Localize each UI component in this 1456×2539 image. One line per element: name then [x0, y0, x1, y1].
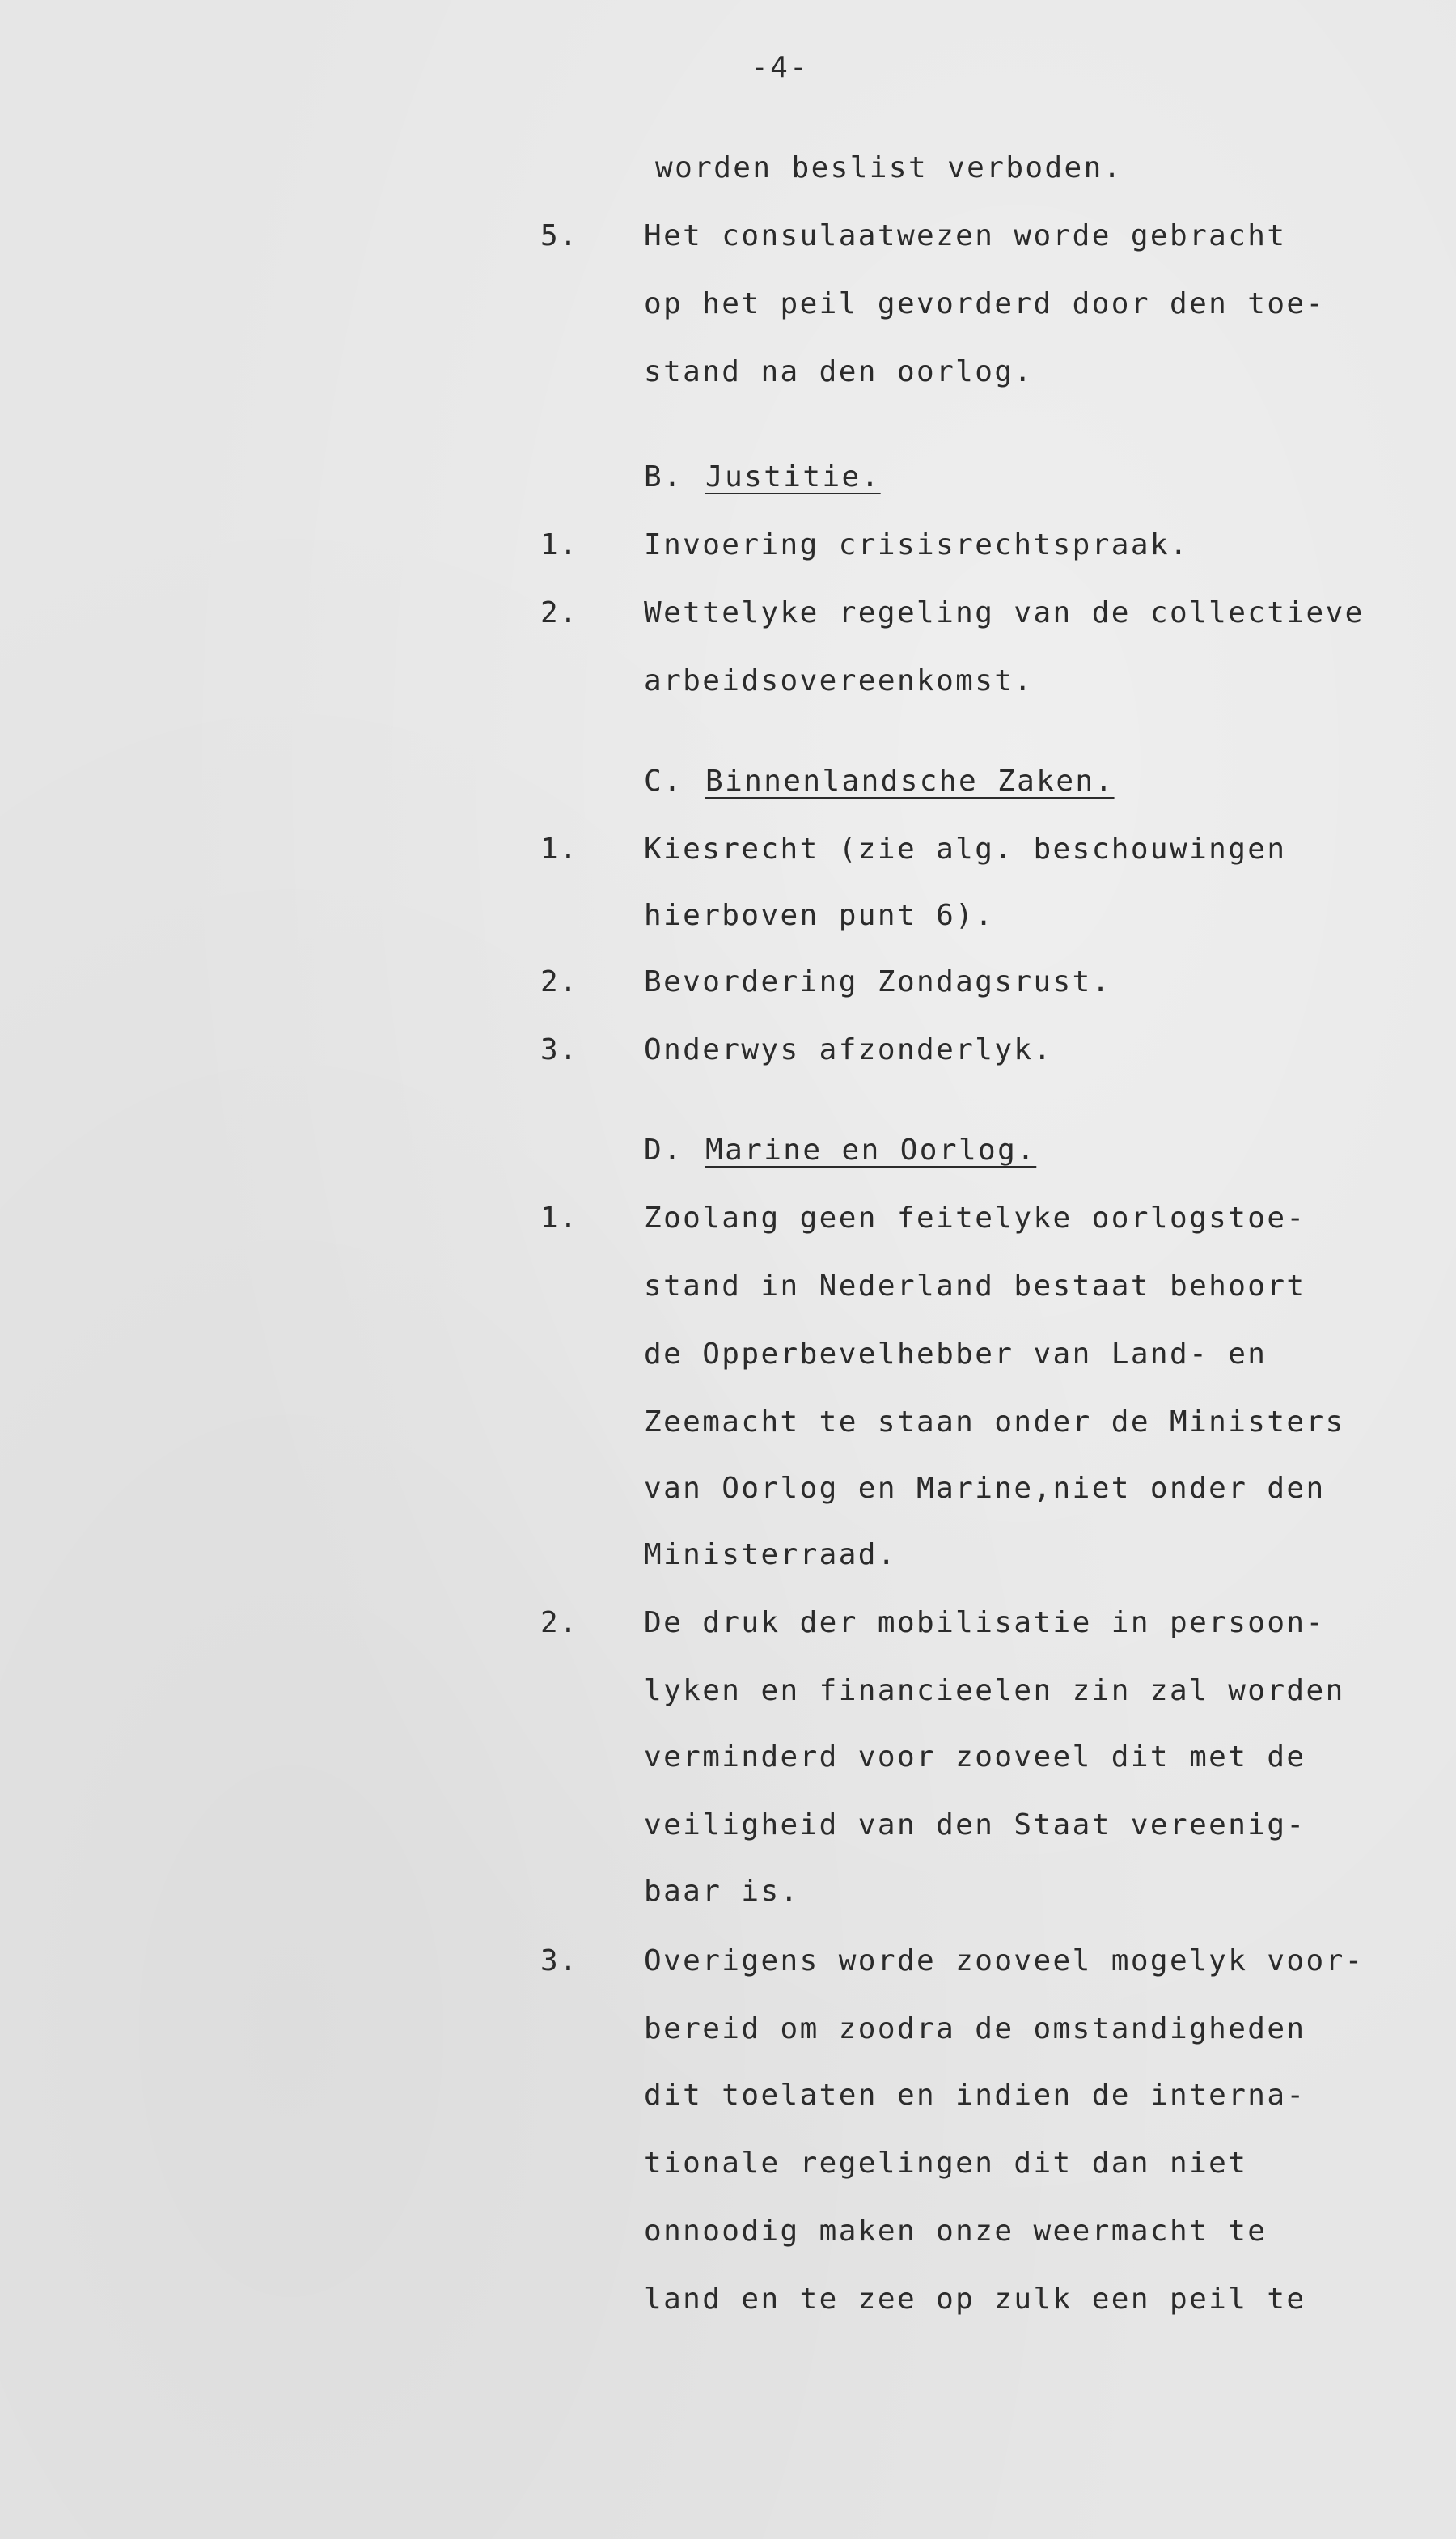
item-number: 3. [540, 1033, 579, 1066]
item-number: 1. [540, 1202, 579, 1235]
item-number: 2. [540, 596, 579, 629]
item-number: 2. [540, 1606, 579, 1639]
item-number: 3. [540, 1944, 579, 1977]
section-heading: Marine en Oorlog. [705, 1134, 1037, 1167]
intro-line: worden beslist verboden. [655, 151, 1123, 184]
section-heading: Binnenlandsche Zaken. [705, 765, 1115, 798]
body-line: Overigens worde zooveel mogelyk voor- [644, 1944, 1365, 1977]
page-number: -4- [751, 51, 810, 84]
body-line: Bevordering Zondagsrust. [644, 965, 1111, 998]
body-line: dit toelaten en indien de interna- [644, 2079, 1306, 2112]
section-letter: C. [644, 765, 684, 798]
body-line: veiligheid van den Staat vereenig- [644, 1808, 1306, 1842]
body-line: tionale regelingen dit dan niet [644, 2147, 1248, 2180]
section-heading: Justitie. [705, 460, 881, 494]
item-number: 1. [540, 528, 579, 562]
body-line: stand in Nederland bestaat behoort [644, 1270, 1306, 1303]
section-letter: B. [644, 460, 684, 494]
body-line: Zoolang geen feitelyke oorlogstoe- [644, 1202, 1306, 1235]
body-line: Wettelyke regeling van de collectieve [644, 596, 1365, 629]
body-line: op het peil gevorderd door den toe- [644, 287, 1326, 320]
body-line: bereid om zoodra de omstandigheden [644, 2012, 1306, 2045]
body-line: baar is. [644, 1875, 800, 1908]
body-line: hierboven punt 6). [644, 899, 995, 932]
body-line: stand na den oorlog. [644, 355, 1034, 388]
body-line: Ministerraad. [644, 1538, 897, 1571]
body-line: van Oorlog en Marine,niet onder den [644, 1472, 1326, 1505]
body-line: arbeidsovereenkomst. [644, 664, 1034, 697]
body-line: Onderwys afzonderlyk. [644, 1033, 1053, 1066]
body-line: Kiesrecht (zie alg. beschouwingen [644, 833, 1287, 866]
body-line: Invoering crisisrechtspraak. [644, 528, 1190, 562]
item-number: 2. [540, 965, 579, 998]
item-number: 5. [540, 219, 579, 252]
body-line: lyken en financieelen zin zal worden [644, 1674, 1345, 1707]
body-line: verminderd voor zooveel dit met de [644, 1740, 1306, 1774]
body-line: Zeemacht te staan onder de Ministers [644, 1405, 1345, 1439]
body-line: Het consulaatwezen worde gebracht [644, 219, 1287, 252]
section-letter: D. [644, 1134, 684, 1167]
item-number: 1. [540, 833, 579, 866]
body-line: De druk der mobilisatie in persoon- [644, 1606, 1326, 1639]
body-line: de Opperbevelhebber van Land- en [644, 1337, 1268, 1371]
body-line: onnoodig maken onze weermacht te [644, 2215, 1268, 2248]
body-line: land en te zee op zulk een peil te [644, 2283, 1306, 2316]
